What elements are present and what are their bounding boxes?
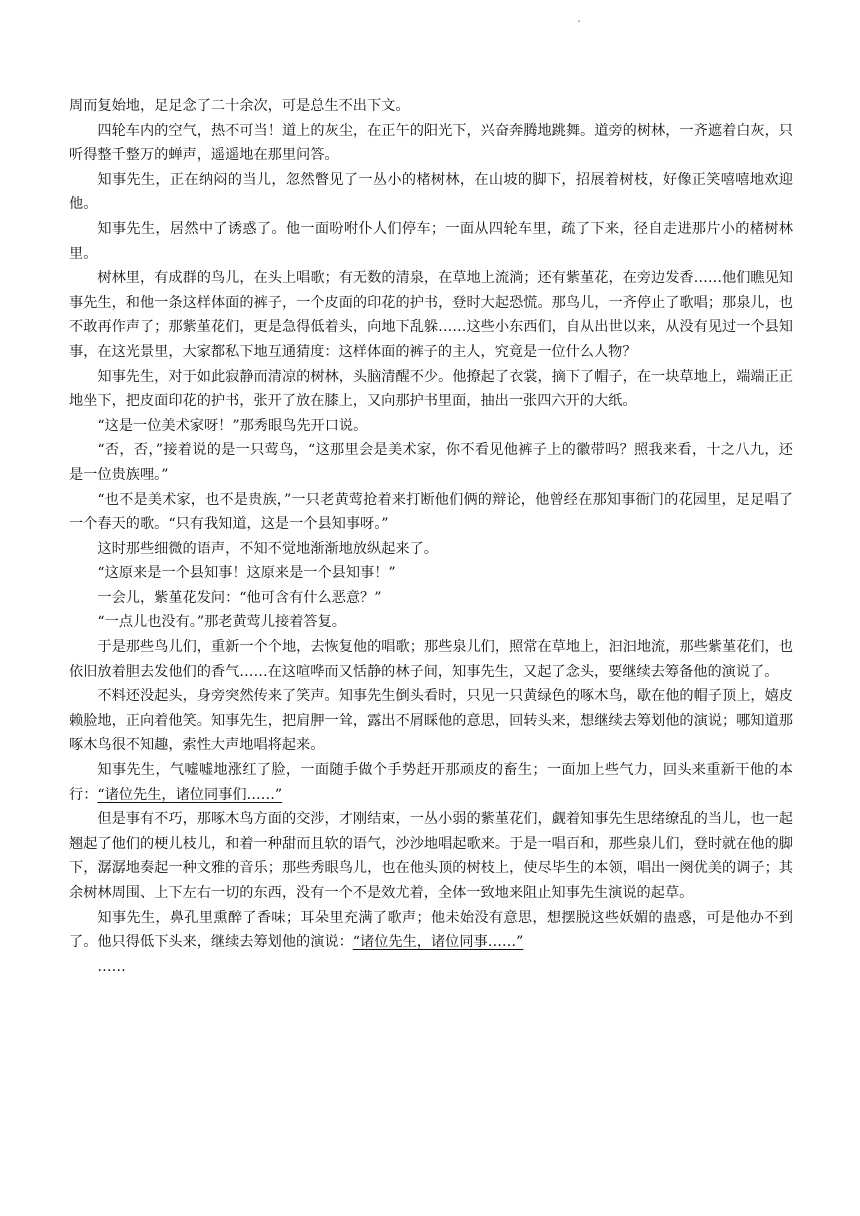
paragraph xyxy=(69,94,793,119)
paragraph xyxy=(69,266,793,364)
paragraph-text: “这原来是一个县知事！这原来是一个县知事！” xyxy=(97,565,396,582)
paragraph xyxy=(69,119,793,168)
paragraph-text: 但是事有不巧，那啄木鸟方面的交涉，才刚结束，一丛小弱的紫堇花们，觑着知事先生思绪缭乱的当儿，也一起翘起了他们的梗儿枝儿，和着一种甜而且软的语气，沙沙地唱起歌来。于是一唱百和，那些泉儿们，登时就在他的脚下，潺潺地奏起一种文雅的音乐；那些秀眼鸟儿，也在他头顶的树枝上，使尽毕生的本领，唱出一阕优美的调子；其余树林周围、上下左右一切的东西，没有一个不是效尤着，全体一致地来阻止知事先生演说的起草。 xyxy=(69,811,793,901)
underlined-quote: “诸位先生，诸位同事们……” xyxy=(97,786,283,803)
paragraph xyxy=(69,168,793,217)
paragraph-text: “否，否，”接着说的是一只莺鸟，“这那里会是美术家，你不看见他裤子上的徽带吗？照我来看，十之八九，还是一位贵族哩。” xyxy=(69,442,793,483)
paragraph-text: 知事先生，气嘘嘘地涨红了脸，一面随手做个手势赶开那顽皮的畜生；一面加上些气力，回头来重新干他的本行： xyxy=(69,762,793,803)
paragraph xyxy=(69,488,793,537)
paragraph xyxy=(69,610,793,635)
paragraph-text: …… xyxy=(97,958,126,975)
paragraph-text: “这是一位美术家呀！”那秀眼鸟先开口说。 xyxy=(97,417,368,434)
paragraph xyxy=(69,365,793,414)
paragraph xyxy=(69,906,793,955)
paragraph xyxy=(69,537,793,562)
underlined-quote: “诸位先生，诸位同事……” xyxy=(352,934,524,951)
paragraph xyxy=(69,807,793,905)
paragraph-text: 四轮车内的空气，热不可当！道上的灰尘，在正午的阳光下，兴奋奔腾地跳舞。道旁的树林，一齐遮着白灰，只听得整千整万的蝉声，遥遥地在那里问答。 xyxy=(69,122,793,164)
story-text xyxy=(69,94,793,979)
paragraph-text: 知事先生，对于如此寂静而清凉的树林，头脑清醒不少。他撩起了衣裳，摘下了帽子，在一块草地上，端端正正地坐下，把皮面印花的护书，张开了放在膝上，又向那护书里面，抽出一张四六开的大纸。 xyxy=(69,368,793,410)
paragraph-text: 树林里，有成群的鸟儿，在头上唱歌；有无数的清泉，在草地上流淌；还有紫堇花，在旁边发香……他们瞧见知事先生，和他一条这样体面的裤子，一个皮面的印花的护书，登时大起恐慌。那鸟儿，一齐停止了歌唱；那泉儿，也不敢再作声了；那紫堇花们，更是急得低着头，向地下乱躲……这些小东西们，自从出世以来，从没有见过一个县知事，在这光景里，大家都私下地互通猜度：这样体面的裤子的主人，究竟是一位什么人物？ xyxy=(69,270,793,360)
paragraph-text: 于是那些鸟儿们，重新一个个地，去恢复他的唱歌；那些泉儿们，照常在草地上，汩汩地流，那些紫堇花们，也依旧放着胆去发他们的香气……在这喧哗而又恬静的林子间，知事先生，又起了念头，要继续去筹备他的演说了。 xyxy=(69,639,793,680)
paragraph-text: “也不是美术家，也不是贵族，”一只老黄莺抢着来打断他们俩的辩论，他曾经在那知事衙门的花园里，足足唱了一个春天的歌。“只有我知道，这是一个县知事呀。” xyxy=(69,491,793,533)
paragraph xyxy=(69,955,793,980)
paragraph-text: 知事先生，居然中了诱惑了。他一面吩咐仆人们停车；一面从四轮车里，疏了下来，径自走进那片小的楮树林里。 xyxy=(69,220,793,262)
paragraph xyxy=(69,561,793,586)
paragraph xyxy=(69,635,793,684)
paragraph xyxy=(69,684,793,758)
paragraph xyxy=(69,586,793,611)
paragraph xyxy=(69,217,793,266)
paragraph-text: 不料还没起头，身旁突然传来了笑声。知事先生倒头看时，只见一只黄绿色的啄木鸟，歇在他的帽子顶上，嬉皮赖脸地，正向着他笑。知事先生，把肩胛一耸，露出不屑睬他的意思，回转头来，想继续去筹划他的演说；哪知道那啄木鸟很不知趣，索性大声地唱将起来。 xyxy=(69,688,793,754)
paragraph-text: “一点儿也没有。”那老黄莺儿接着答复。 xyxy=(97,614,346,631)
paragraph xyxy=(69,758,793,807)
header-mark: . xyxy=(577,11,581,25)
paragraph-text: 知事先生，正在纳闷的当儿，忽然瞥见了一丛小的楮树林，在山坡的脚下，招展着树枝，好像正笑嘻嘻地欢迎他。 xyxy=(69,171,793,213)
paragraph xyxy=(69,438,793,487)
paragraph-text: 知事先生，鼻孔里熏醉了香味；耳朵里充满了歌声；他未始没有意思，想摆脱这些妖媚的蛊惑，可是他办不到了。他只得低下头来，继续去筹划他的演说： xyxy=(69,909,793,951)
paragraph-text: 一会儿，紫堇花发问：“他可含有什么恶意？” xyxy=(97,589,382,606)
paragraph-text: 周而复始地，足足念了二十余次，可是总生不出下文。 xyxy=(69,98,410,114)
paragraph-text: 这时那些细微的语声，不知不觉地渐渐地放纵起来了。 xyxy=(97,540,438,557)
paragraph xyxy=(69,414,793,439)
